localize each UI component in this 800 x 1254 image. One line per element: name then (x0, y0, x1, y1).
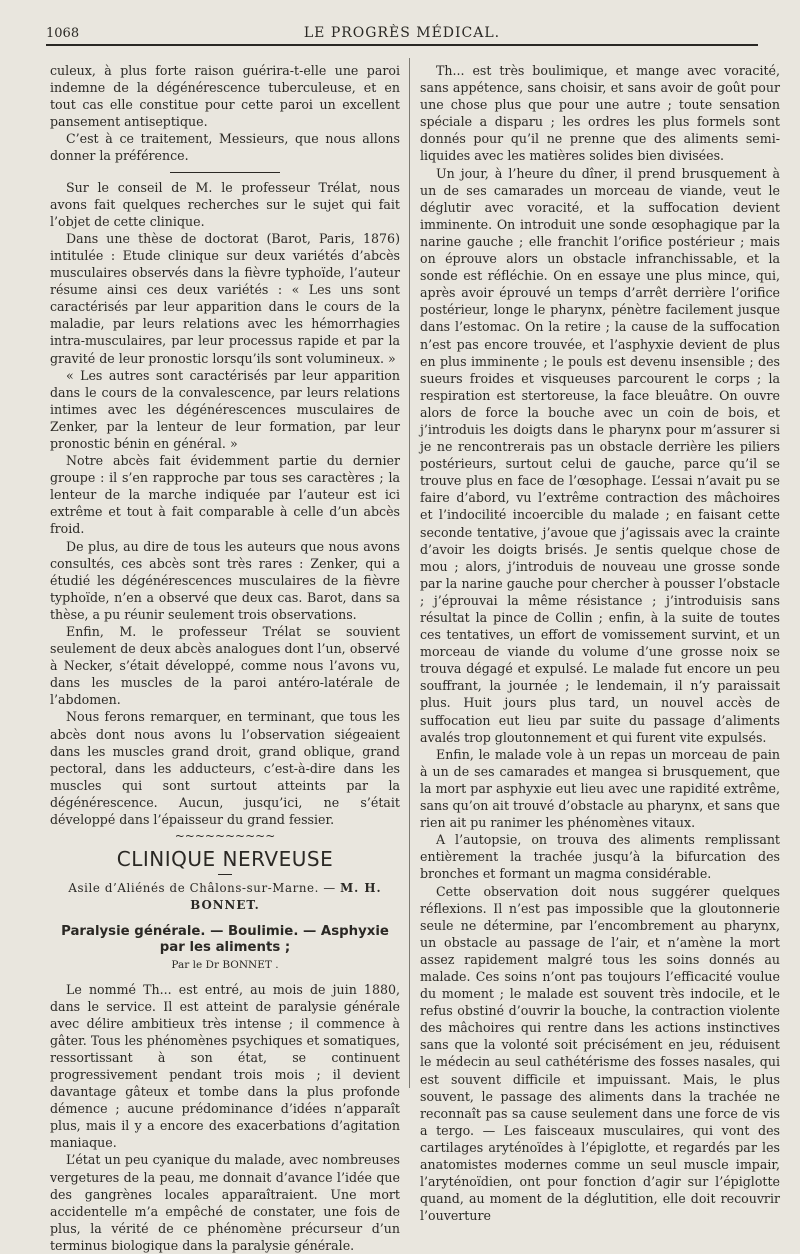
article-byline: Par le Dr BONNET . (171, 959, 279, 972)
page-header (46, 22, 758, 46)
paragraph: Th... est très boulimique, et mange avec voracité, sans appétence, sans choisir, et sans avoir de goût pour une chose plus que pour une autre ; toute sensation spéciale a disparu ; les ordres les plus formels sont donnés pour qu’il ne prenne que des aliments semi-liquides avec les matières solides bien divisées. (420, 63, 780, 164)
paragraph: culeux, à plus forte raison guérira-t-elle une paroi indemne de la dégénérescence tuberculeuse, et en tout cas elle constitue pour cette paroi un excellent pansement antiseptique. (50, 63, 400, 130)
asylum-line (50, 880, 400, 914)
paragraph: A l’autopsie, on trouva des aliments remplissant entièrement la trachée jusqu’à la bifurcation des bronches et formant un magma considérable. (420, 832, 780, 882)
paragraph: Enfin, M. le professeur Trélat se souvient seulement de deux abcès analogues dont l’un, observé à Necker, s’était développé, comme nous l’avons vu, dans les muscles de la paroi antéro-latérale de l’abdomen. (50, 624, 400, 708)
right-column (420, 62, 780, 1224)
section-title: CLINIQUE NERVEUSE (116, 847, 334, 872)
column-rule (409, 58, 410, 1088)
short-rule (218, 874, 232, 875)
paragraph: Notre abcès fait évidemment partie du dernier groupe : il s’en rapproche par tous ses caractères ; la lenteur de la marche indiquée par l’auteur est ici extrême et tout à fait comparable à celle d’un abcès froid. (50, 453, 400, 537)
paragraph: Un jour, à l’heure du dîner, il prend brusquement à un de ses camarades un morceau de viande, veut le déglutir avec voracité, et la suffocation devient imminente. On introduit une sonde œsophagique par la narine gauche ; elle franchit l’orifice postérieur ; mais on éprouve alors un obstacle infranchissable, et la sonde est réfléchie. On en essaye une plus mince, qui, après avoir éprouvé un temps d’arrêt derrière l’orifice postérieur, longe le pharynx, pénètre facilement jusque dans l’estomac. On la retire ; la cause de la suffocation n’est pas encore trouvée, et l’asphyxie devient de plus en plus imminente ; le pouls est devenu insensible ; des sueurs froides et visqueuses parcourent le corps ; la respiration est stertoreuse, la face bleuâtre. On ouvre alors de force la bouche avec un coin de bois, et j’introduis les doigts dans le pharynx pour m’assurer si je ne rencontrerais pas un obstacle derrière les piliers postérieurs, surtout celui de gauche, parce qu’il se trouve plus en face de l’œsophage. L’essai n’avait pu se faire d’abord, vu l’extrême contraction des mâchoires et l’indocilité incoercible du malade ; en faisant cette seconde tentative, j’avoue que j’agissais avec la crainte d’avoir les doigts brisés. Je sentis quelque chose de mou ; alors, j’introduis de nouveau une grosse sonde par la narine gauche pour chercher à pousser l’obstacle ; j’éprouvai la même résistance ; j’introduisis sans résultat la pince de Collin ; enfin, à la suite de toutes ces tentatives, un effort de vomissement survint, et un morceau de viande du volume d’une grosse noix se trouva dégagé et expulsé. Le malade fut encore un peu souffrant, la journée ; le lendemain, il n’y paraissait plus. Huit jours plus tard, un nouvel accès de suffocation eut lieu par suite du passage d’aliments avalés trop gloutonnement et qui furent vite expulsés. (420, 165, 780, 745)
ornament-divider: ~~~~~~~~~~ (174, 829, 276, 844)
paragraph: Cette observation doit nous suggérer quelques réflexions. Il n’est pas impossible que la gloutonnerie seule ne détermine, par l’encombrement au pharynx, un obstacle au passage de l’air, et n’amène la mort assez rapidement malgré tous les soins donnés au malade. Ces soins n’ont pas toujours l’efficacité voulue du moment ; le malade est souvent très indocile, et le refus obstiné d’ouvrir la bouche, la contraction violente des mâchoires qui rentre dans les actions instinctives sans que la volonté soit précisément en jeu, réduisent le médecin au seul cathétérisme des fosses nasales, qui est souvent difficile et impuissant. Mais, le plus souvent, le passage des aliments dans la trachée ne reconnaît pas sa cause seulement dans une force de vis a tergo. — Les faisceaux musculaires, qui vont des cartilages aryténoïdes à l’épiglotte, et regardés par les anatomistes modernes comme un seul muscle impair, l’aryténoïdien, ont pour fonction d’agir sur l’épiglotte quand, au moment de la déglutition, elle doit recouvrir l’ouverture (420, 883, 780, 1224)
paragraph: Le nommé Th... est entré, au mois de juin 1880, dans le service. Il est atteint de paralysie générale avec délire ambitieux très intense ; il commence à gâter. Tous les phénomènes psychiques et somatiques, ressortissant à son état, se continuent progressivement pendant trois mois ; il devient davantage gâteux et tombe dans la plus profonde démence ; aucune prédominance d’idées n’apparaît plus, mais il y a encore des exacerbations d’agitation maniaque. (50, 981, 400, 1151)
paragraph: L’état un peu cyanique du malade, avec nombreuses vergetures de la peau, me donnait d’avance l’idée que des gangrènes locales apparaîtraient. Une mort accidentelle m’a empêché de constater, une fois de plus, la vérité de ce phénomène précurseur d’un terminus biologique dans la paralysie générale. (50, 1152, 400, 1253)
article-title: Paralysie générale. — Boulimie. — Asphyxie par les aliments ; (61, 924, 389, 955)
paragraph: De plus, au dire de tous les auteurs que nous avons consultés, ces abcès sont très rares : Zenker, qui a étudié les dégénérescences musculaires de la fièvre typhoïde, n’en a observé que deux cas. Barot, dans sa thèse, a pu réunir seulement trois observations. (50, 538, 400, 622)
paragraph: Sur le conseil de M. le professeur Trélat, nous avons fait quelques recherches sur le sujet qui fait l’objet de cette clinique. (50, 179, 400, 229)
doctor-name: M. H. BONNET. (190, 881, 382, 913)
asylum-name: Asile d’Aliénés de Châlons-sur-Marne. — (68, 881, 336, 896)
left-column (50, 62, 400, 1254)
journal-title: LE PROGRÈS MÉDICAL. (303, 25, 501, 41)
separator (170, 172, 280, 173)
paragraph: Dans une thèse de doctorat (Barot, Paris, 1876) intitulée : Etude clinique sur deux variétés d’abcès musculaires observés dans la fièvre typhoïde, l’auteur résume ainsi ces deux variétés : « Les uns sont caractérisés par leur apparition dans le cours de la maladie, par leurs relations avec les hémorrhagies intra-musculaires, par leur processus rapide et par la gravité de leur pronostic lorsqu’ils sont volumineux. » (50, 230, 400, 366)
paragraph: Nous ferons remarquer, en terminant, que tous les abcès dont nous avons lu l’observation siégeaient dans les muscles grand droit, grand oblique, grand pectoral, dans les adducteurs, c’est-à-dire dans les muscles qui sont surtout atteints par la dégénérescence. Aucun, jusqu’ici, ne s’était développé dans l’épaisseur du grand fessier. (50, 709, 400, 828)
paragraph: C’est à ce traitement, Messieurs, que nous allons donner la préférence. (50, 131, 400, 164)
page-number: 1068 (46, 26, 80, 41)
paragraph: Enfin, le malade vole à un repas un morceau de pain à un de ses camarades et mangea si brusquement, que la mort par asphyxie eut lieu avec une rapidité extrême, sans qu’on ait trouvé d’obstacle au pharynx, et sans que rien ait pu ranimer les phénomènes vitaux. (420, 746, 780, 831)
paragraph: « Les autres sont caractérisés par leur apparition dans le cours de la convalescence, par leurs relations intimes avec les dégénérescences musculaires de Zenker, par la lenteur de leur formation, par leur pronostic bénin en général. » (50, 367, 400, 451)
